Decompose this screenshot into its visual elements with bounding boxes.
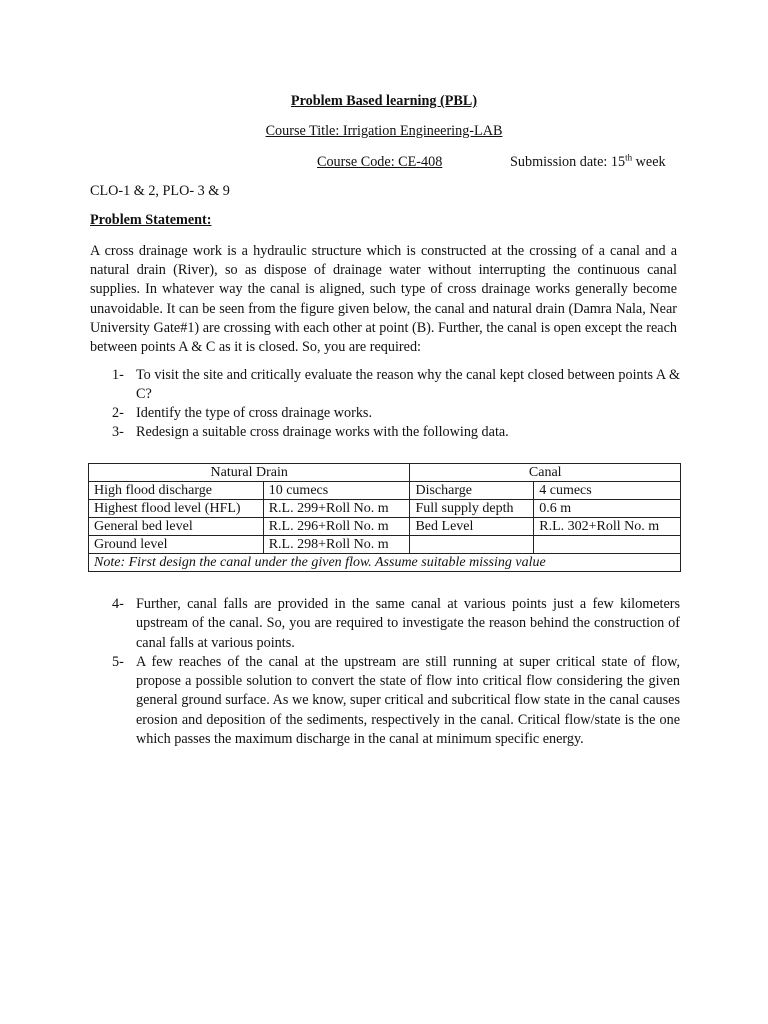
table-row (89, 536, 681, 554)
table-cell: R.L. 298+Roll No. m (263, 536, 410, 554)
list-text: Identify the type of cross drainage works. (136, 405, 372, 421)
table-row (89, 482, 681, 500)
design-data-table (88, 463, 681, 572)
list-number: 1- (112, 367, 124, 383)
document-title: Problem Based learning (PBL) (290, 93, 478, 109)
table-header-row (89, 464, 681, 482)
table-header-canal: Canal (410, 464, 681, 482)
task-list-first (90, 366, 680, 442)
table-header-natural-drain: Natural Drain (89, 464, 410, 482)
table-cell (534, 536, 681, 554)
table-cell (410, 536, 534, 554)
table-note: Note: First design the canal under the given flow. Assume suitable missing value (89, 554, 681, 572)
table-cell: Bed Level (410, 518, 534, 536)
submission-date-suffix: week (632, 154, 666, 170)
table-note-row (89, 554, 681, 572)
list-item (90, 595, 680, 653)
list-text: A few reaches of the canal at the upstream are still running at super critical state of flow, propose a possible solution to convert the state of flow into critical flow considering the given general ground surface. As we know, super critical and subcritical flow state in the canal causes erosion and deposition of the sediments, respectively in the canal. Critical flow/state is the one which passes the maximum discharge in the canal at minimum specific energy. (136, 653, 680, 748)
problem-statement-paragraph: A cross drainage work is a hydraulic structure which is constructed at the crossing of a canal and a natural drain (River), so as dispose of drainage water without interrupting the continuous canal supplies. In whatever way the canal is aligned, such type of cross drainage works generally become unavoidable. It can be seen from the figure given below, the canal and natural drain (Damra Nala, Near University Gate#1) are crossing with each other at point (B). Further, the canal is open except the reach between points A & C as it is closed. So, you are required: (90, 243, 677, 356)
task-list-second (90, 595, 680, 749)
submission-date (510, 153, 666, 172)
list-text: Redesign a suitable cross drainage works with the following data. (136, 424, 509, 440)
table-cell: General bed level (89, 518, 264, 536)
list-number: 2- (112, 405, 124, 421)
list-item (90, 404, 680, 423)
table-row (89, 518, 681, 536)
list-number: 3- (112, 424, 124, 440)
list-item (90, 423, 680, 442)
table-cell: R.L. 302+Roll No. m (534, 518, 681, 536)
clo-plo-line: CLO-1 & 2, PLO- 3 & 9 (90, 183, 230, 199)
table-cell: Highest flood level (HFL) (89, 500, 264, 518)
list-number: 5- (112, 653, 124, 670)
table-cell: High flood discharge (89, 482, 264, 500)
table-cell: 4 cumecs (534, 482, 681, 500)
list-text: Further, canal falls are provided in the same canal at various points just a few kilometers upstream of the canal. So, you are required to investigate the reason behind the construction of canal falls at various points. (136, 596, 680, 651)
submission-date-superscript: th (625, 152, 633, 163)
submission-date-text: Submission date: 15 (510, 154, 626, 170)
table-cell: Ground level (89, 536, 264, 554)
table-row (89, 500, 681, 518)
table-cell: 0.6 m (534, 500, 681, 518)
list-item (90, 653, 680, 749)
problem-statement-heading: Problem Statement: (90, 212, 212, 228)
course-code: Course Code: CE-408 (317, 154, 443, 170)
table-cell: Discharge (410, 482, 534, 500)
list-text: To visit the site and critically evaluate the reason why the canal kept closed between points A & C? (136, 367, 680, 402)
course-title: Course Title: Irrigation Engineering-LAB (265, 123, 503, 139)
table-cell: 10 cumecs (263, 482, 410, 500)
list-number: 4- (112, 596, 124, 612)
table-cell: R.L. 296+Roll No. m (263, 518, 410, 536)
table-cell: Full supply depth (410, 500, 534, 518)
list-item (90, 366, 680, 404)
table-cell: R.L. 299+Roll No. m (263, 500, 410, 518)
